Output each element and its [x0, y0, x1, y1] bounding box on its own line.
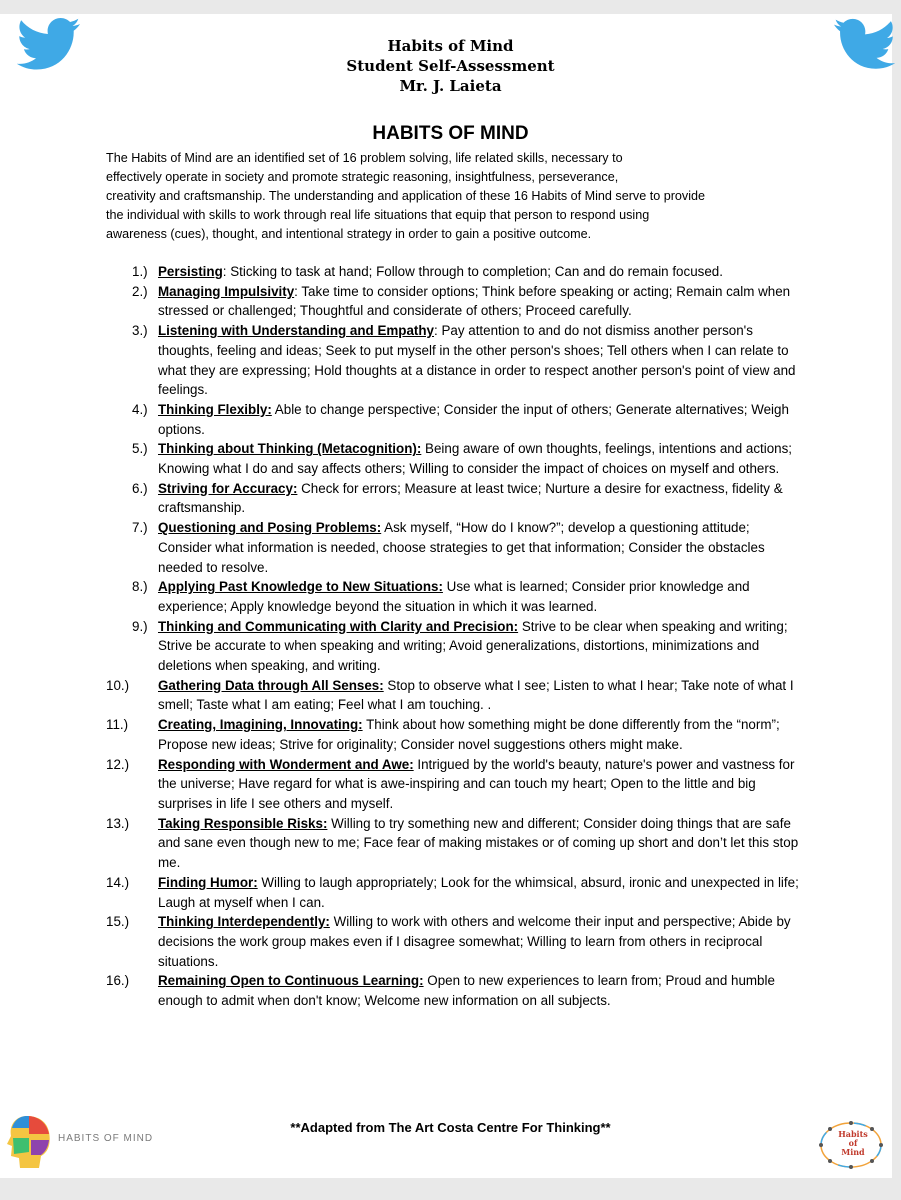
list-item	[106, 479, 806, 518]
habit-name: Creating, Imagining, Innovating:	[158, 717, 363, 733]
intro-line: creativity and craftsmanship. The understanding and application of these 16 Habits of Mind serve to provide	[106, 189, 706, 203]
habit-name: Thinking and Communicating with Clarity and Precision:	[158, 618, 519, 634]
habit-name: Taking Responsible Risks:	[158, 815, 328, 831]
habit-description: Willing to work with others and welcome their input and perspective; Abide by decisions the work group makes even if I disagree somewhat; Willing to learn from others in reciprocal situations.	[158, 914, 791, 969]
habit-description: Think about how something might be done differently from the “norm”; Propose new ideas; Strive for originality; Consider novel suggestions others might make.	[158, 717, 780, 752]
list-item	[106, 262, 806, 282]
list-item	[106, 912, 806, 971]
item-number: 6.)	[132, 480, 148, 496]
item-number: 4.)	[132, 401, 148, 417]
habit-name: Finding Humor:	[158, 874, 258, 890]
intro-line: awareness (cues), thought, and intentional strategy in order to gain a positive outcome.	[106, 227, 592, 241]
habit-description: : Pay attention to and do not dismiss another person's thoughts, feeling and ideas; Seek to put myself in the other person's shoes; Tell others when I can relate to what they are expressing; Hold thoughts at a distance in order to respect another person's point of view and feelings.	[158, 323, 796, 398]
page-title: HABITS OF MIND	[372, 123, 529, 144]
item-number: 11.)	[106, 717, 129, 733]
list-item	[106, 400, 806, 439]
habit-name: Thinking Flexibly:	[158, 401, 272, 417]
habit-name: Gathering Data through All Senses:	[158, 677, 384, 693]
list-item	[106, 617, 806, 676]
header-title: Habits of Mind	[387, 37, 514, 55]
habit-description: Being aware of own thoughts, feelings, intentions and actions; Knowing what I do and say affects others; Willing to consider the impact of choices on myself and others.	[158, 441, 793, 477]
logo-text: Habits of Mind	[838, 1129, 868, 1157]
habits-list	[106, 262, 806, 1011]
list-item	[106, 577, 806, 616]
list-item	[106, 282, 806, 321]
habit-description: Use what is learned; Consider prior knowledge and experience; Apply knowledge beyond the situation in which it was learned.	[158, 579, 750, 614]
habit-name: Thinking about Thinking (Metacognition):	[158, 441, 422, 457]
list-item	[106, 321, 806, 400]
item-number: 9.)	[132, 618, 148, 634]
list-item	[106, 676, 806, 715]
habit-description: Intrigued by the world's beauty, nature's power and vastness for the universe; Have regard for what is awe-inspiring and can touch my heart; Open to the little and big surprises in life I see others and myself.	[158, 756, 795, 811]
document-header	[0, 36, 901, 96]
intro-line: effectively operate in society and promote strategic reasoning, insightfulness, perseverance,	[106, 170, 619, 184]
habit-description: : Take time to consider options; Think before speaking or acting; Remain calm when stressed or challenged; Thoughtful and considerate of others; Proceed carefully.	[158, 283, 791, 319]
habit-description: : Sticking to task at hand; Follow through to completion; Can and do remain focused.	[222, 264, 723, 279]
viewer-background-bottom	[0, 1178, 901, 1200]
habit-description: Willing to try something new and different; Consider doing things that are safe and sane even though new to me; Face fear of making mistakes or of coming up short and don’t let this stop me.	[158, 815, 799, 871]
habit-description: Strive to be clear when speaking and writing; Strive be accurate to when speaking and writing; Avoid generalizations, distortions, minimizations and deletions when speaking, and writing.	[158, 618, 788, 674]
item-number: 14.)	[106, 874, 130, 890]
intro-line: The Habits of Mind are an identified set of 16 problem solving, life related skills, necessary to	[106, 151, 623, 165]
habit-name: Remaining Open to Continuous Learning:	[158, 973, 424, 989]
habit-name: Thinking Interdependently:	[158, 914, 330, 930]
item-number: 10.)	[106, 677, 130, 693]
item-number: 3.)	[132, 323, 148, 339]
intro-paragraph	[106, 149, 806, 244]
habit-description: Check for errors; Measure at least twice; Nurture a desire for exactness, fidelity & craftsmanship.	[158, 480, 783, 516]
item-number: 5.)	[132, 441, 148, 457]
header-subtitle: Student Self-Assessment	[346, 57, 555, 75]
habit-name: Responding with Wonderment and Awe:	[158, 756, 414, 772]
habit-name: Managing Impulsivity	[158, 283, 295, 299]
habit-description: Ask myself, “How do I know?”; develop a questioning attitude; Consider what information is needed, choose strategies to get that information; Consider the obstacles needed to resolve.	[158, 520, 765, 575]
list-item	[106, 755, 806, 814]
habit-name: Applying Past Knowledge to New Situations:	[158, 579, 443, 595]
list-item	[106, 873, 806, 912]
habit-name: Listening with Understanding and Empathy	[158, 323, 435, 339]
header-author: Mr. J. Laieta	[399, 77, 502, 95]
list-item	[106, 715, 806, 754]
item-number: 13.)	[106, 815, 130, 831]
footer-attribution: **Adapted from The Art Costa Centre For Thinking**	[290, 1120, 611, 1135]
habit-description: Stop to observe what I see; Listen to what I hear; Take note of what I smell; Taste what I am eating; Feel what I am touching. .	[158, 677, 794, 713]
list-item	[106, 814, 806, 873]
habit-description: Open to new experiences to learn from; Proud and humble enough to admit when don't know; Welcome new information on all subjects.	[158, 973, 775, 1009]
logo-text: HABITS OF MIND	[58, 1133, 154, 1144]
item-number: 16.)	[106, 973, 130, 989]
viewer-background-right	[892, 0, 901, 1200]
intro-line: the individual with skills to work through real life situations that equip that person to respond using	[106, 208, 650, 222]
item-number: 8.)	[132, 579, 148, 595]
habit-description: Willing to laugh appropriately; Look for the whimsical, absurd, ironic and unexpected in life; Laugh at myself when I can.	[158, 874, 799, 910]
habit-name: Persisting	[158, 264, 223, 279]
item-number: 2.)	[132, 283, 148, 299]
list-item	[106, 518, 806, 577]
item-number: 7.)	[132, 520, 148, 536]
habit-description: Able to change perspective; Consider the input of others; Generate alternatives; Weigh options.	[158, 401, 789, 437]
item-number: 12.)	[106, 756, 130, 772]
list-item	[106, 439, 806, 478]
habit-name: Striving for Accuracy:	[158, 480, 298, 496]
item-number: 15.)	[106, 914, 130, 930]
habit-name: Questioning and Posing Problems:	[158, 520, 382, 536]
item-number: 1.)	[132, 264, 148, 279]
list-item	[106, 971, 806, 1010]
